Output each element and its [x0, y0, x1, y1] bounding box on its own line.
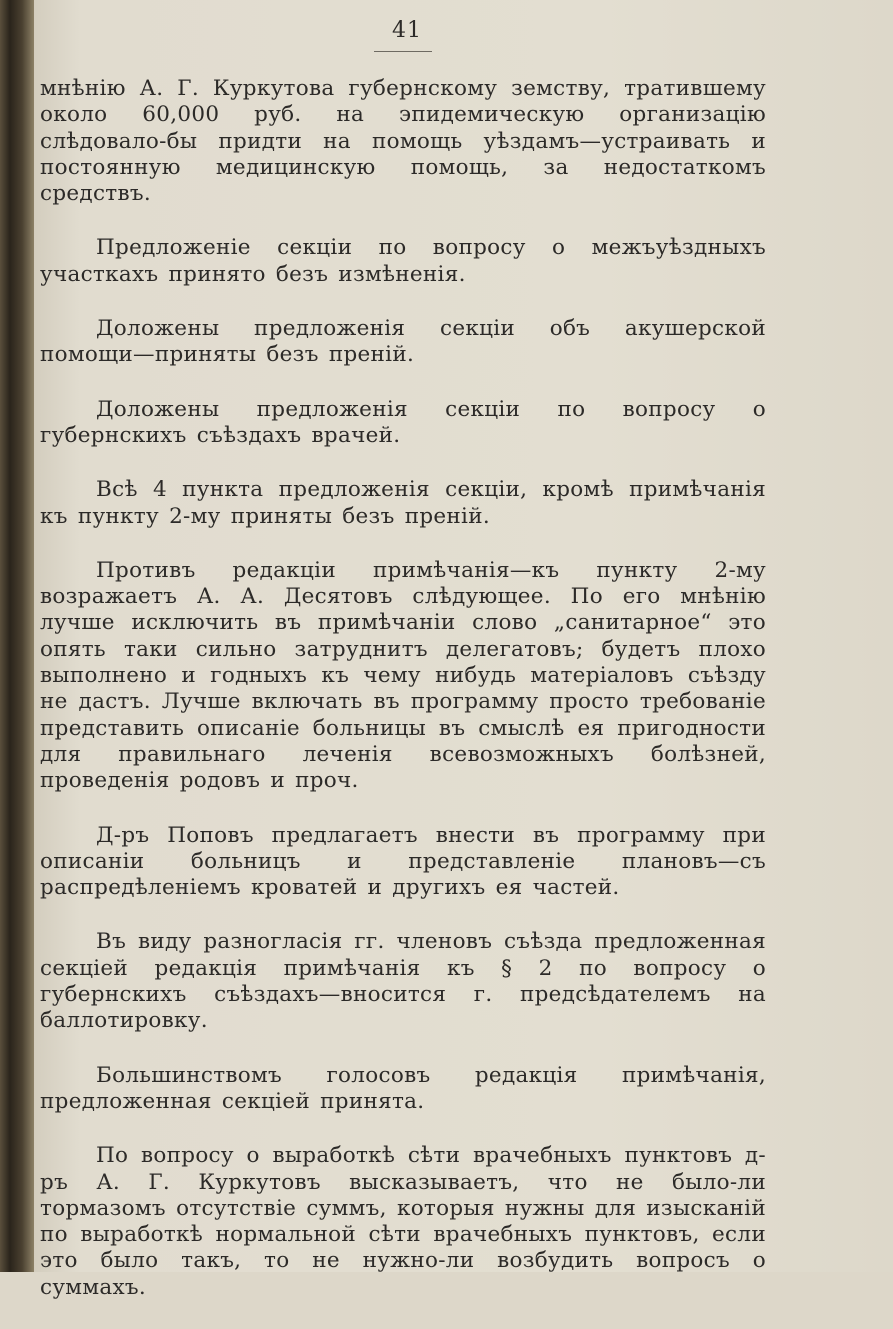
- paragraph-8: Въ виду разногласія гг. членовъ съѣзда предложенная секціей редакція примѣчанія къ § 2 по вопросу о губернскихъ съѣздахъ—вносится г. предсѣдателемъ на баллотировку.: [40, 929, 766, 1034]
- page-number: 41: [392, 18, 422, 43]
- book-spine-shadow: [0, 0, 34, 1272]
- text-column: [40, 76, 766, 1329]
- paragraph-5: Всѣ 4 пункта предложенія секціи, кромѣ примѣчанія къ пункту 2-му приняты безъ преній.: [40, 477, 766, 529]
- paragraph-9: Большинствомъ голосовъ редакція примѣчанія, предложенная секціей принята.: [40, 1062, 766, 1114]
- page-number-rule: [374, 51, 432, 52]
- paragraph-1: мнѣнію А. Г. Куркутова губернскому земству, тратившему около 60,000 руб. на эпидемическую организацію слѣдовало-бы придти на помощь уѣздамъ—устраивать и постоянную медицинскую помощь, за недостаткомъ средствъ.: [40, 76, 766, 207]
- paragraph-7: Д-ръ Поповъ предлагаетъ внести въ программу при описаніи больницъ и представленіе плановъ—съ распредѣленіемъ кроватей и другихъ ея частей.: [40, 822, 766, 901]
- paragraph-6: Противъ редакціи примѣчанія—къ пункту 2-му возражаетъ А. А. Десятовъ слѣдующее. По его мнѣнію лучше исключить въ примѣчаніи слово „санитарное“ это опять таки сильно затруднитъ делегатовъ; будетъ плохо выполнено и годныхъ къ чему нибудь матеріаловъ съѣзду не дастъ. Лучше включать въ программу просто требованіе представить описаніе больницы въ смыслѣ ея пригодности для правильнаго леченія всевозможныхъ болѣзней, проведенія родовъ и проч.: [40, 557, 766, 794]
- paragraph-3: Доложены предложенія секціи объ акушерской помощи—приняты безъ преній.: [40, 316, 766, 368]
- paragraph-2: Предложеніе секціи по вопросу о межъуѣздныхъ участкахъ принято безъ измѣненія.: [40, 235, 766, 287]
- paragraph-4: Доложены предложенія секціи по вопросу о губернскихъ съѣздахъ врачей.: [40, 396, 766, 448]
- paragraph-10: По вопросу о выработкѣ сѣти врачебныхъ пунктовъ д-ръ А. Г. Куркутовъ высказываетъ, что не было-ли тормазомъ отсутствіе суммъ, которыя нужны для изысканій по выработкѣ нормальной сѣти врачебныхъ пунктовъ, если это было такъ, то не нужно-ли возбудить вопросъ о суммахъ.: [40, 1143, 766, 1300]
